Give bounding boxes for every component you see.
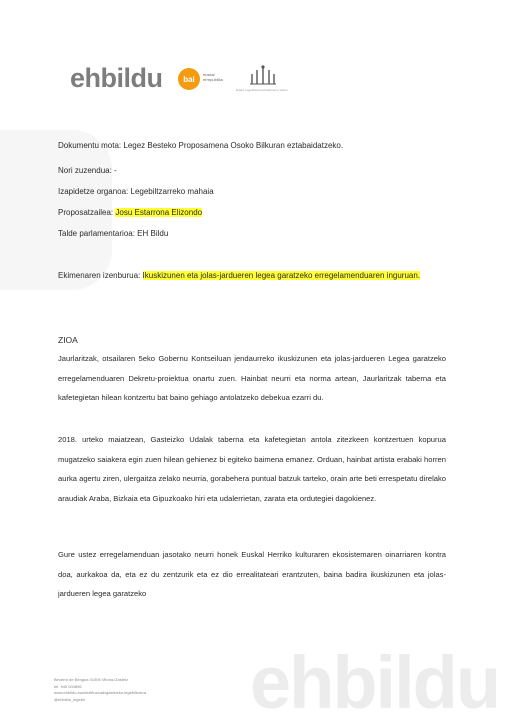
group-line: Talde parlamentarioa: EH Bildu <box>58 229 169 238</box>
footer-line: Becerro de Bengoa 01005 Vitoria-Gasteiz <box>54 677 128 682</box>
paragraph-1: Jaurlaritzak, otsailaren 5eko Gobernu Kontseiluan jendaurreko ikuskizunen eta jolas-jardueren Legea garatzeko erregelamenduaren Dekretu-proiektua onartu zuen. Hainbat neurri eta norma artean, Jaurlaritzak taberna eta kafetegietan hilean kontzertu bat baino gehiago antolatzeko debekua ezarri du. <box>58 354 446 402</box>
bai-logo: bai <box>178 68 200 90</box>
paragraph-2: 2018. urteko maiatzean, Gasteizko Udalak taberna eta kafetegietan antola zitezkeen kontzertuen kopurua mugatzeko saiakera egin zuen hilean gehienez bi egiteko baimena emanez. Orduan, hainbat artista erabaki horren aurka agertu ziren, ulergaitza zelako neurria, gorabehera puntual batzuk tarteko, orain arte beti errespetatu direlako araudiak Araba, Bizkaia eta Gipuzkoako hiri eta udalerrietan, zarata eta ordutegiei dagokienez. <box>58 435 446 503</box>
organ-line: Izapidetze organoa: Legebiltzarreko mahaia <box>58 187 214 196</box>
bai-logo-text: euskal errepublika <box>203 72 223 82</box>
initiative-title-block <box>58 266 446 286</box>
footer-social[interactable]: @ehbildu_legebil <box>54 696 85 702</box>
proposer-line <box>58 208 202 218</box>
footer-line: tel. 945 004896 <box>54 683 82 689</box>
footer-address <box>54 677 214 703</box>
doc-type-line <box>58 141 343 151</box>
initiative-label: Ekimenaren izenburua: <box>58 271 141 280</box>
parliament-logo-text: Eusko Legebiltzarra Parlamento Vasco <box>236 88 288 92</box>
initiative-title-highlight: Ikuskizunen eta jolas-jardueren legea garatzeko erregelamenduaren inguruan. <box>142 271 421 280</box>
proposer-label: Proposatzailea: <box>58 208 114 217</box>
watermark-logo: ehbildu <box>250 641 500 720</box>
footer-link[interactable]: www.ehbildu.eus/instituzioak/gasteizko-legebiltzarra <box>54 690 147 695</box>
paragraph-3: Gure ustez erregelamenduan jasotako neurri honek Euskal Herriko kulturaren ekosistemaren oinarriaren kontra doa, aurkakoa da, eta ez du zentzurik eta ez dio errealitateari erantzuten, baina badira ikuskizunen eta jolas-jardueren legea garatzeko <box>58 550 446 598</box>
proposer-name-highlight: Josu Estarrona Elizondo <box>115 208 203 217</box>
doc-type-value: Legez Besteko Proposamena Osoko Bilkuran eztabaidatzeko. <box>123 141 344 150</box>
ehbildu-logo: ehbildu <box>70 63 163 93</box>
doc-type-label: Dokumentu mota: <box>58 141 122 150</box>
section-title: ZIOA <box>58 335 78 345</box>
parliament-logo-icon <box>246 64 280 86</box>
addressee-line: Nori zuzendua: - <box>58 166 117 175</box>
